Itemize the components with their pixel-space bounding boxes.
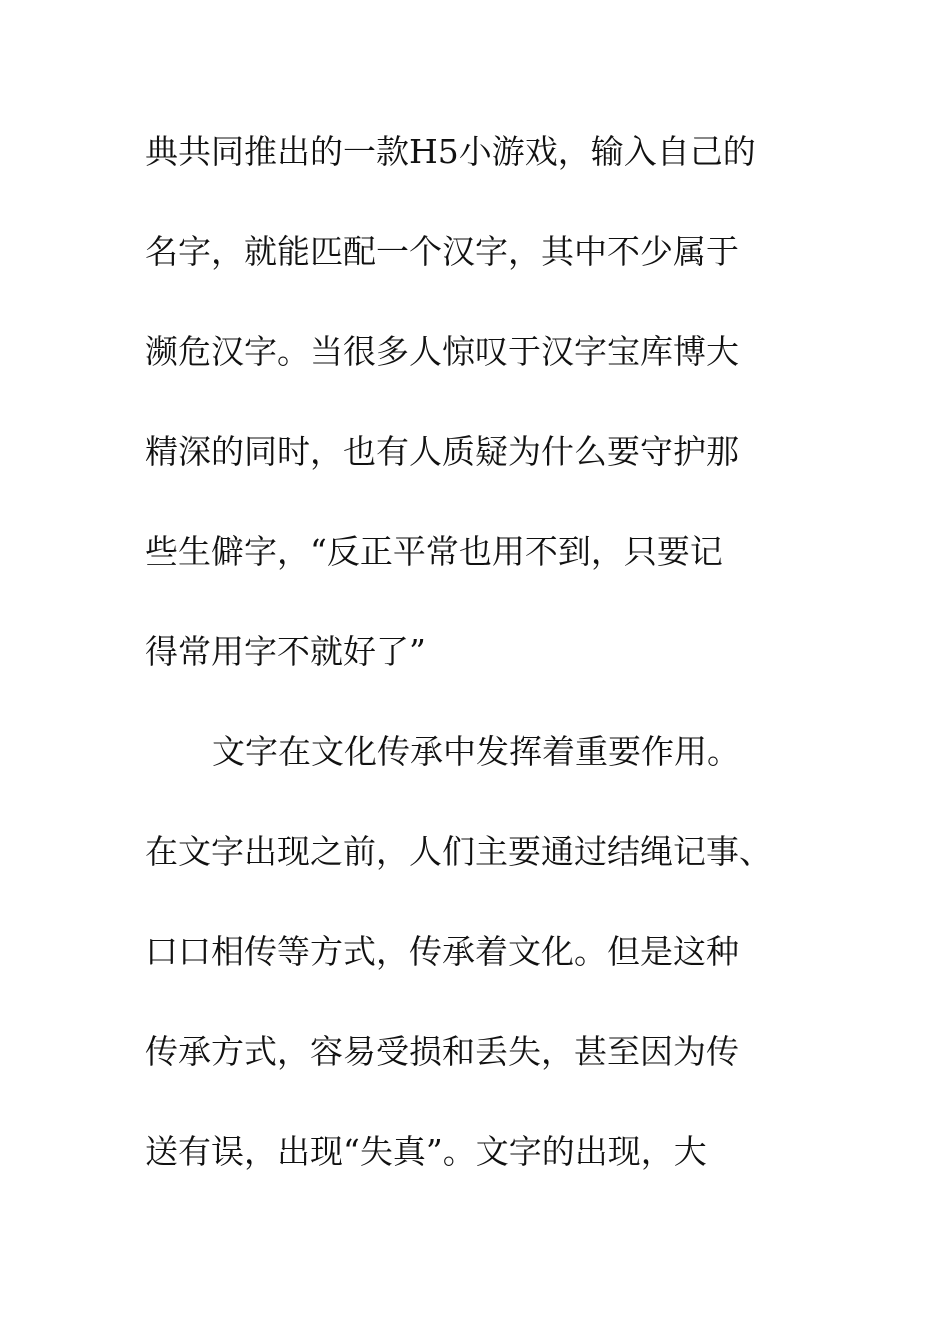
text-line: 在文字出现之前，人们主要通过结绳记事、 xyxy=(145,832,772,871)
text-line: 些生僻字，“反正平常也用不到，只要记 xyxy=(145,532,723,571)
paragraph-first-line: 文字在文化传承中发挥着重要作用。 xyxy=(212,732,740,771)
text-line: 口口相传等方式，传承着文化。但是这种 xyxy=(145,932,739,971)
text-line: 濒危汉字。当很多人惊叹于汉字宝库博大 xyxy=(145,332,739,371)
text-line: 得常用字不就好了” xyxy=(145,632,426,671)
text-line: 送有误，出现“失真”。文字的出现，大 xyxy=(145,1132,707,1171)
text-line: 传承方式，容易受损和丢失，甚至因为传 xyxy=(145,1032,739,1071)
text-line: 精深的同时，也有人质疑为什么要守护那 xyxy=(145,432,739,471)
text-line: 典共同推出的一款H5小游戏，输入自己的 xyxy=(145,132,756,171)
text-line: 名字，就能匹配一个汉字，其中不少属于 xyxy=(145,232,739,271)
